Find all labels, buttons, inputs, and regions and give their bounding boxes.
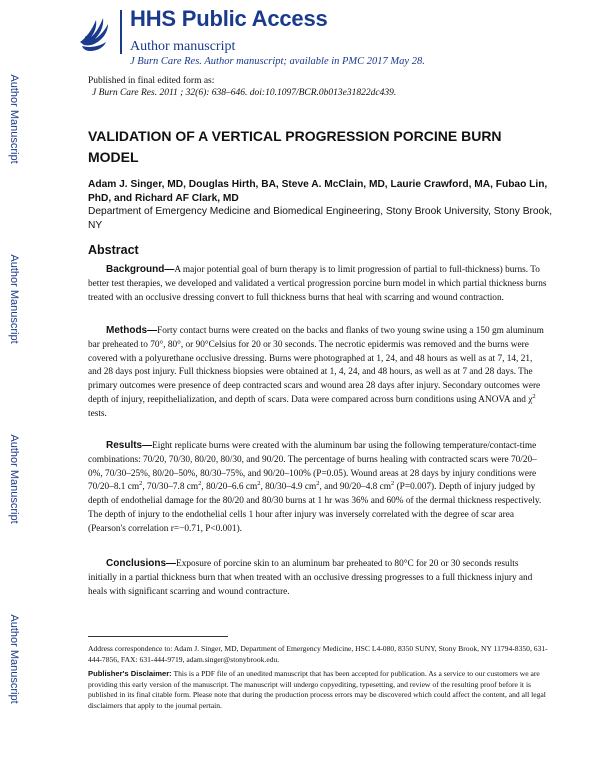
published-label: Published in final edited form as: [88,76,215,86]
abstract-heading: Abstract [88,243,139,257]
footnote-divider [88,636,228,637]
journal-availability-line: J Burn Care Res. Author manuscript; available in PMC 2017 May 28. [130,56,425,67]
publisher-disclaimer: Publisher's Disclaimer: This is a PDF file of an unedited manuscript that has been accepted for publication. As a service to our customers we are providing this early version of the manuscript. The manuscript will undergo copyediting, typesetting, and review of the resulting proof before it is published in its final citable form. Please note that during the production process errors may be discovered which could affect the content, and all legal disclaimers that apply to the journal pertain. [88,669,546,710]
author-list: Adam J. Singer, MD, Douglas Hirth, BA, Steve A. McClain, MD, Laurie Crawford, MA, Fubao Lin, PhD, and Richard AF Clark, MD [88,179,548,204]
side-label-author-manuscript: Author Manuscript [8,434,20,524]
disclaimer-label: Publisher's Disclaimer: [88,669,172,678]
hhs-public-access-title: HHS Public Access [130,6,328,31]
affiliation: Department of Emergency Medicine and Biomedical Engineering, Stony Brook University, Stony Brook, NY [88,206,553,231]
background-label: Background— [106,264,175,275]
header-divider [120,10,122,54]
side-label-author-manuscript: Author Manuscript [8,74,20,164]
conclusions-label: Conclusions— [106,558,177,569]
results-label: Results— [106,440,153,451]
hhs-eagle-logo-icon [76,12,114,56]
methods-label: Methods— [106,325,158,336]
side-label-author-manuscript: Author Manuscript [8,254,20,344]
abstract-results: Results—Eight replicate burns were created with the aluminum bar using the following temperature/contact-time combinations: 70/20, 70/30, 80/20, 80/30, and 90/20. The percentage of burns healing with contracted scars were 70/20–0%, 70/30–25%, 80/20–50%, 80/30–75%, and 90/20–100% (P=0.05). Wound areas at 28 days by injury conditions were 70/20–8.1 $cm^2$, 70/30–7.8 $cm^2$, 80/20–6.6 $cm^2$, 80/30–4.9 $cm^2$, and 90/20–4.8 $cm^2$ (P=0.007). Depth of injury judged by depth of endothelial damage for the 80/20 and 80/30 burns at 1 hr was 36% and 60% of the dermal thickness respectively. The depth of injury to the endothelial cells 1 hour after injury was inversely correlated with the degree of scar area (Pearson's correlation r=−0.71, P<0.001). [88,440,542,534]
citation-line: J Burn Care Res. 2011 ; 32(6): 638–646. doi:10.1097/BCR.0b013e31822dc439. [92,88,397,98]
abstract-conclusions: Conclusions—Exposure of porcine skin to an aluminum bar preheated to 80°C for 20 or 30 seconds results initially in a partial thickness burn that when treated with an occlusive dressing progresses to a full thickness injury and heals with significant scarring and wound contracture. [88,558,533,597]
author-manuscript-label: Author manuscript [130,39,236,54]
abstract-methods: Methods—Forty contact burns were created on the backs and flanks of two young swine using a 150 gm aluminum bar preheated to 70°, 80°, or 90°Celsius for 20 or 30 seconds. The necrotic epidermis was removed and the burns were covered with a polyurethane occlusive dressing. Burns were photographed at 1, 24, and 48 hours as well as at 7, 14, 21, and 28 days post injury. Full thickness biopsies were obtained at 1, 4, 24, and 48 hours, as well as at 7 and 28 days. The primary outcomes were presence of deep contracted scars and wound area 28 days after injury. Secondary outcomes were depth of injury, reepithelialization, and depth of scars. Data were compared across burn conditions using ANOVA and $\chi^2$ tests. [88,325,544,419]
abstract-background: Background—A major potential goal of burn therapy is to limit progression of partial to full-thickness) burns. To better test therapies, we developed and validated a vertical progression porcine burn model in which partial thickness burns treated with an occlusive dressing convert to full thickness burns that heal with scarring and wound contraction. [88,264,547,303]
article-title: VALIDATION OF A VERTICAL PROGRESSION PORCINE BURN MODEL [88,128,502,165]
correspondence-footnote: Address correspondence to: Adam J. Singer, MD, Department of Emergency Medicine, HSC L4-080, 8350 SUNY, Stony Brook, NY 11794-8350, 631-444-7856, FAX: 631-444-9719, adam.singer@stonybrook.edu. [88,644,548,664]
side-label-author-manuscript: Author Manuscript [8,614,20,704]
